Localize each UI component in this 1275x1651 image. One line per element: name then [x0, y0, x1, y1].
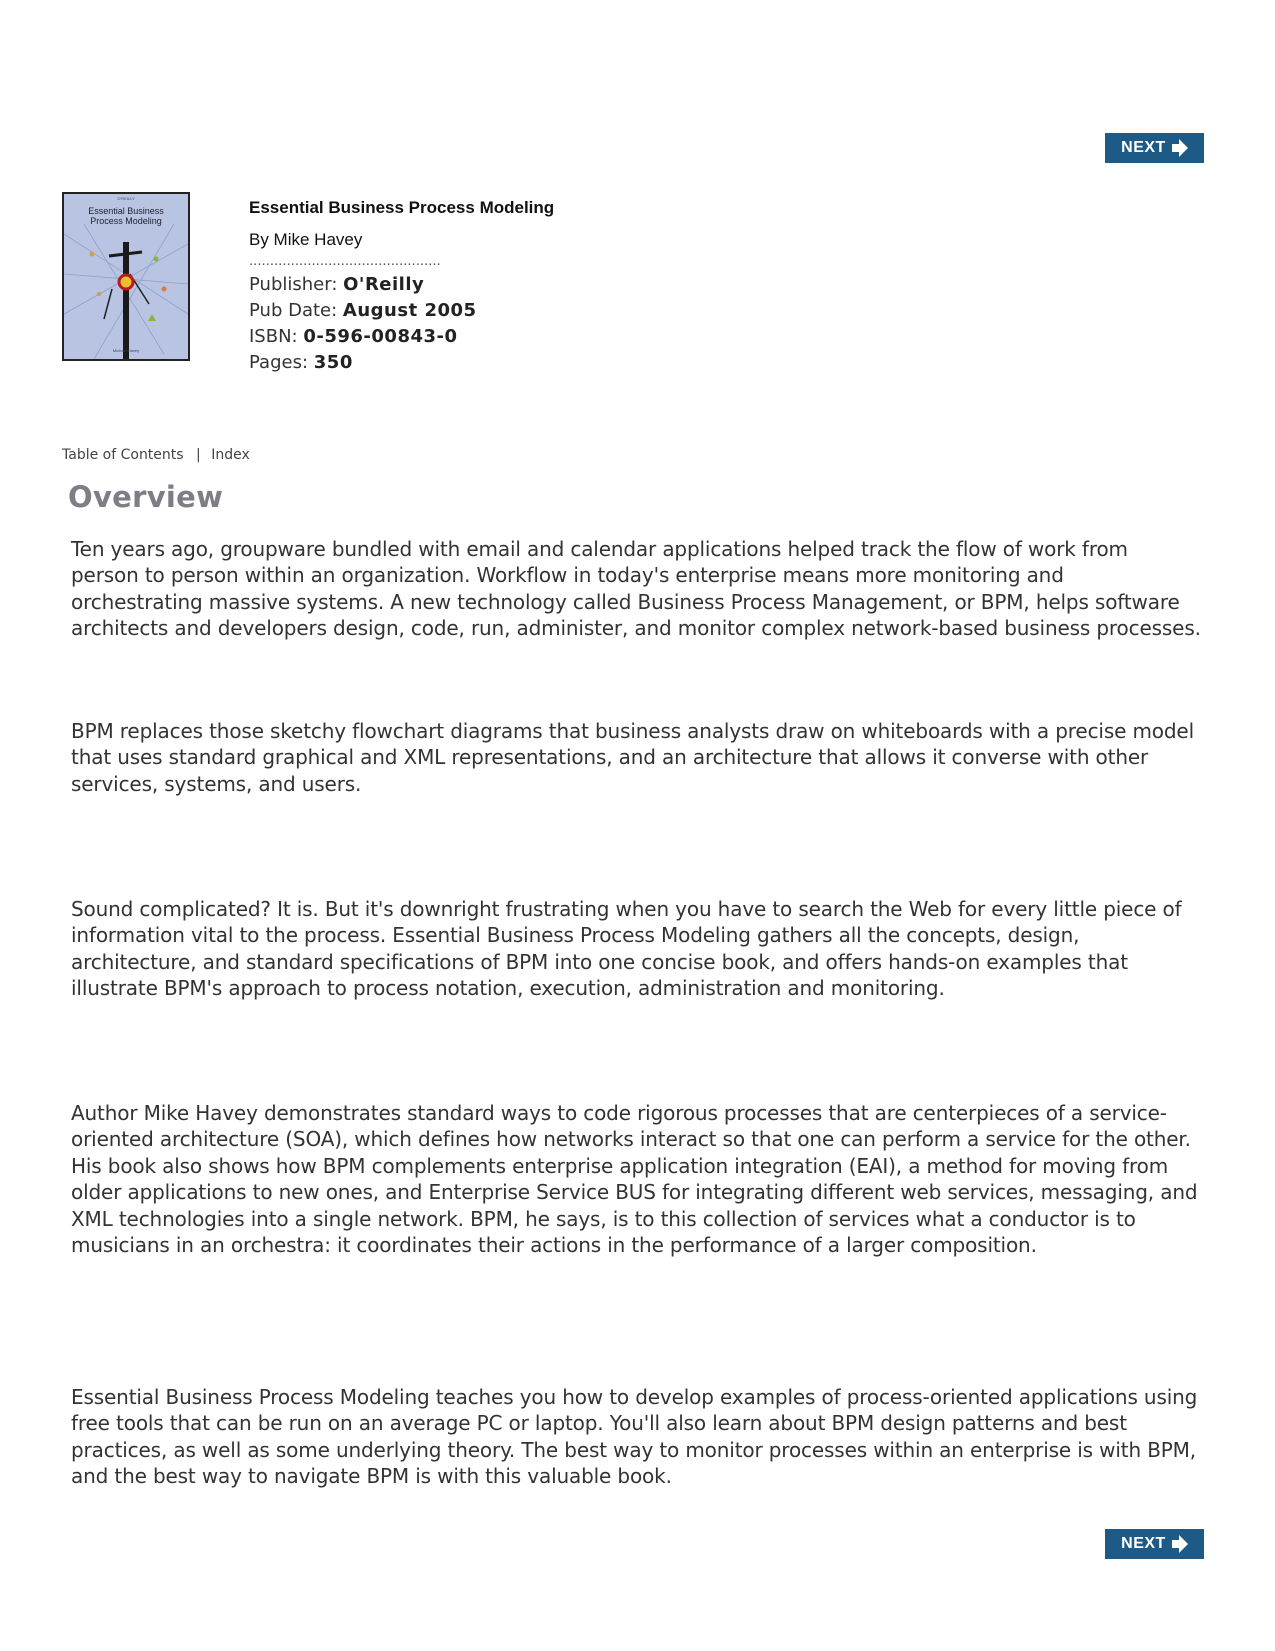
toc-links: [62, 447, 250, 463]
svg-text:O'REILLY: O'REILLY: [117, 196, 135, 201]
index-link[interactable]: Index: [211, 447, 250, 463]
pub-date-label: Pub Date:: [249, 300, 338, 321]
publisher-label: Publisher:: [249, 274, 338, 295]
book-info: [249, 196, 554, 376]
pages-row: [249, 350, 554, 376]
book-title: Essential Business Process Modeling: [249, 198, 555, 217]
next-button-top[interactable]: [1105, 133, 1204, 163]
cover-title-line1: Essential Business: [88, 206, 164, 216]
isbn-value: 0-596-00843-0: [303, 326, 458, 347]
pub-date-row: [249, 298, 554, 324]
right-arrow-icon: [1172, 1535, 1188, 1553]
overview-paragraph: Ten years ago, groupware bundled with email and calendar applications helped track the flow of work from person to person within an organization. Workflow in today's enterprise means more monitoring and orchestrating massive systems. A new technology called Business Process Management, or BPM, helps software architects and developers design, code, run, administer, and monitor complex network-based business processes.: [71, 537, 1201, 641]
book-cover-image: [62, 192, 190, 361]
pub-date-value: August 2005: [342, 300, 477, 321]
link-separator: |: [196, 447, 201, 463]
publisher-row: [249, 272, 554, 298]
isbn-label: ISBN:: [249, 326, 298, 347]
cover-title-line2: Process Modeling: [90, 216, 162, 226]
next-button-label: NEXT: [1121, 139, 1166, 156]
pages-value: 350: [313, 352, 353, 373]
overview-paragraph: Author Mike Havey demonstrates standard ways to code rigorous processes that are centerpieces of a service-oriented architecture (SOA), which defines how networks interact so that one can perform a service for the other. His book also shows how BPM complements enterprise application integration (EAI), a method for moving from older applications to new ones, and Enterprise Service BUS for integrating different web services, messaging, and XML technologies into a single network. BPM, he says, is to this collection of services what a conductor is to musicians in an orchestra: it coordinates their actions in the performance of a larger composition.: [71, 1101, 1198, 1258]
next-button-bottom[interactable]: [1105, 1529, 1204, 1559]
isbn-row: [249, 324, 554, 350]
book-author: By Mike Havey: [249, 230, 363, 249]
pages-label: Pages:: [249, 352, 309, 373]
dotted-separator: ..............................................: [249, 252, 441, 269]
cover-author: Michael Havey: [112, 348, 140, 353]
overview-paragraph: Sound complicated? It is. But it's downright frustrating when you have to search the Web for every little piece of information vital to the process. Essential Business Process Modeling gathers all the concepts, design, architecture, and standard specifications of BPM into one concise book, and offers hands-on examples that illustrate BPM's approach to process notation, execution, administration and monitoring.: [71, 897, 1182, 1001]
publisher-value: O'Reilly: [343, 274, 425, 295]
overview-paragraph: Essential Business Process Modeling teaches you how to develop examples of process-oriented applications using free tools that can be run on an average PC or laptop. You'll also learn about BPM design patterns and best practices, as well as some underlying theory. The best way to monitor processes within an enterprise is with BPM, and the best way to navigate BPM is with this valuable book.: [71, 1385, 1198, 1489]
overview-heading: Overview: [68, 480, 224, 514]
right-arrow-icon: [1172, 139, 1188, 157]
overview-paragraph: BPM replaces those sketchy flowchart diagrams that business analysts draw on whiteboards with a precise model that uses standard graphical and XML representations, and an architecture that allows it converse with other services, systems, and users.: [71, 719, 1194, 796]
table-of-contents-link[interactable]: Table of Contents: [62, 447, 184, 463]
next-button-label: NEXT: [1121, 1535, 1166, 1552]
